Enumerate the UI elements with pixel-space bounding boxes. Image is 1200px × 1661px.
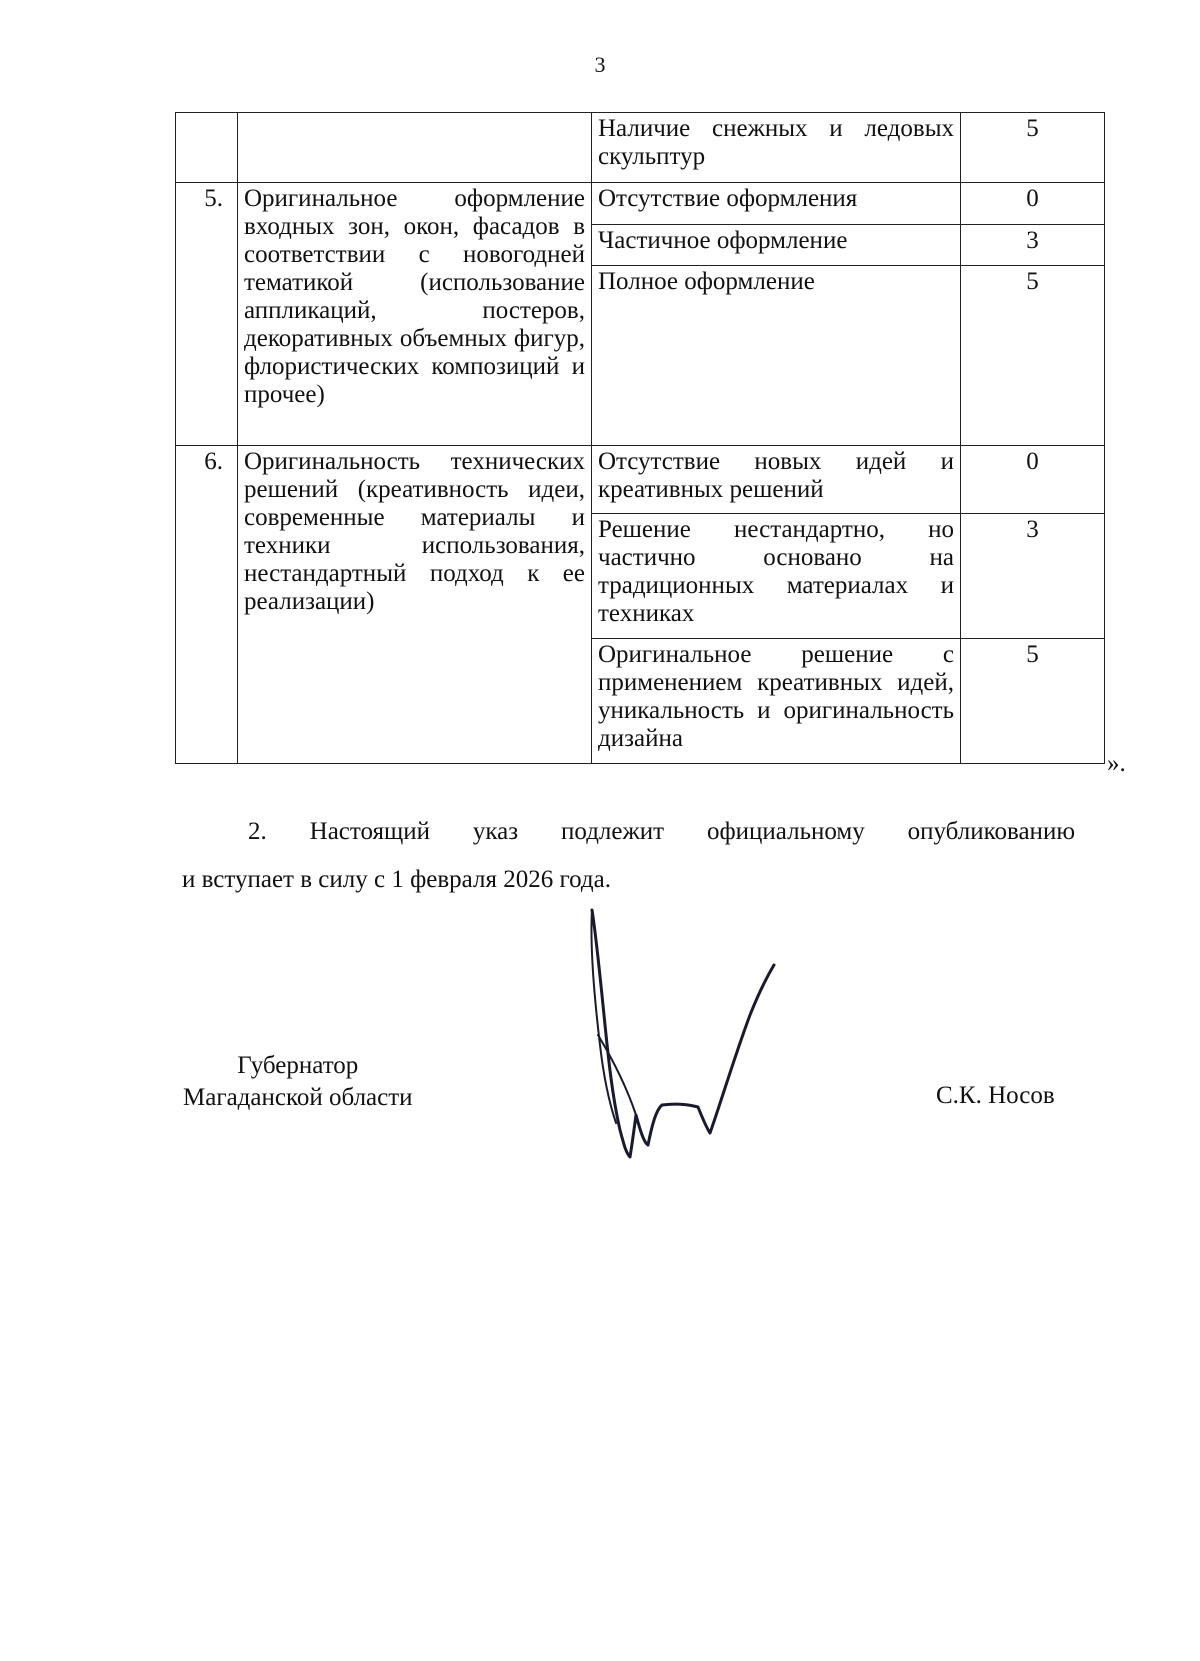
signer-title bbox=[183, 1050, 413, 1114]
criterion-cell: Оригинальность технических решений (креативность идеи, современные материалы и техники использования, нестандартный подход к ее реализации) bbox=[238, 446, 592, 764]
option-score: 0 bbox=[961, 446, 1105, 514]
option-score: 3 bbox=[961, 514, 1105, 639]
criterion-cell bbox=[238, 113, 592, 183]
criteria-table bbox=[175, 112, 1105, 764]
table-row bbox=[176, 446, 1105, 514]
criterion-cell: Оригинальное оформление входных зон, окон, фасадов в соответствии с новогодней тематикой (использование аппликаций, постеров, декоративных объемных фигур, флористических композиций и прочее) bbox=[238, 183, 592, 446]
option-description: Полное оформление bbox=[592, 266, 961, 446]
table-row bbox=[176, 113, 1105, 183]
signer-name: С.К. Носов bbox=[936, 1082, 1055, 1109]
option-description: Оригинальное решение с применением креативных идей, уникальность и оригинальность дизайна bbox=[592, 639, 961, 764]
option-score: 3 bbox=[961, 225, 1105, 266]
row-number-cell bbox=[176, 113, 238, 183]
table-row bbox=[176, 183, 1105, 225]
signer-title-line2: Магаданской области bbox=[183, 1084, 413, 1111]
closing-quote: ». bbox=[1107, 750, 1126, 777]
handwritten-signature bbox=[590, 905, 790, 1165]
signer-title-line1: Губернатор bbox=[237, 1052, 359, 1079]
option-description: Решение нестандартно, но частично основано на традиционных материалах и техниках bbox=[592, 514, 961, 639]
option-score: 0 bbox=[961, 183, 1105, 225]
option-description: Отсутствие оформления bbox=[592, 183, 961, 225]
decree-paragraph-line1: 2. Настоящий указ подлежит официальному опубликованию bbox=[248, 818, 1075, 845]
option-score: 5 bbox=[961, 113, 1105, 183]
row-number-cell: 5. bbox=[176, 183, 238, 446]
option-description: Отсутствие новых идей и креативных решений bbox=[592, 446, 961, 514]
option-description: Частичное оформление bbox=[592, 225, 961, 266]
option-description: Наличие снежных и ледовых скульптур bbox=[592, 113, 961, 183]
row-number-cell: 6. bbox=[176, 446, 238, 764]
decree-paragraph-line2: и вступает в силу с 1 февраля 2026 года. bbox=[182, 866, 611, 893]
option-score: 5 bbox=[961, 639, 1105, 764]
page-number: 3 bbox=[594, 52, 606, 77]
option-score: 5 bbox=[961, 266, 1105, 446]
